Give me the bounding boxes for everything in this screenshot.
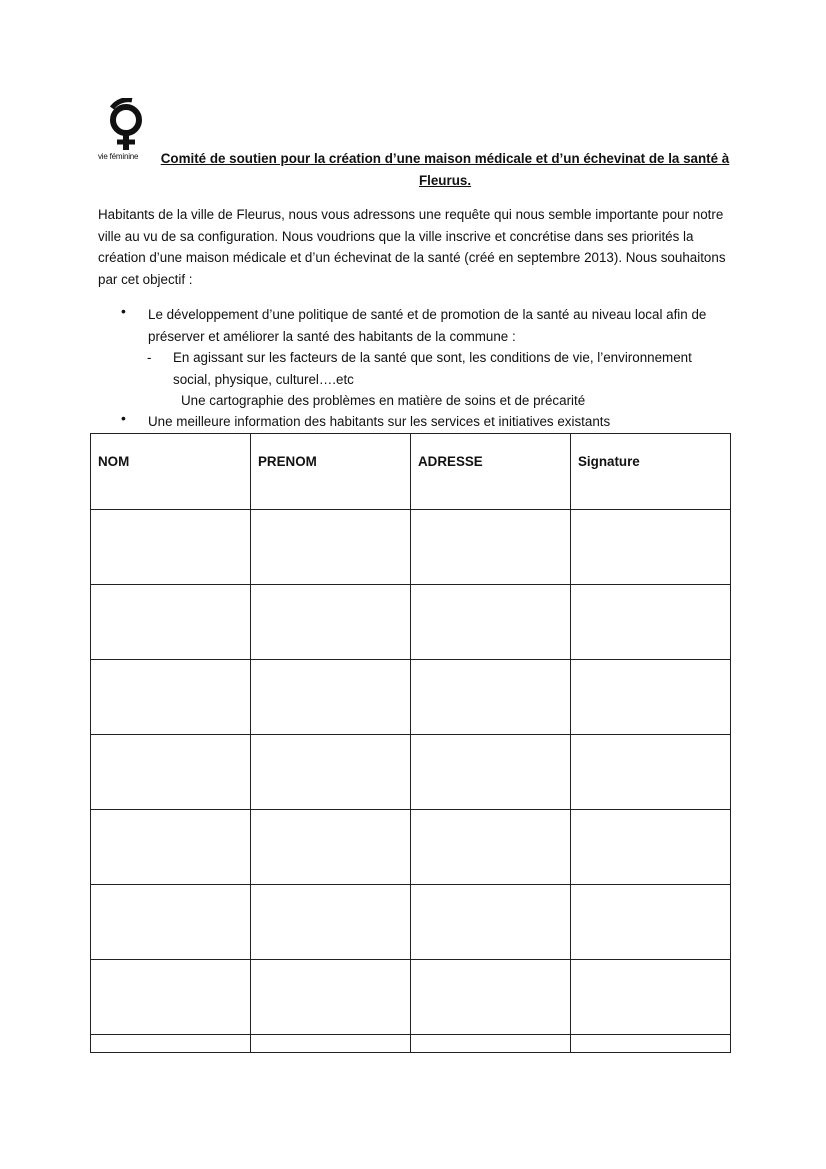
signature-table — [90, 433, 731, 1053]
intro-paragraph: Habitants de la ville de Fleurus, nous vous adressons une requête qui nous semble importante pour notre ville au vu de sa configuration. Nous voudrions que la ville inscrive et concrétise dans ses priorités la création d’une maison médicale et d’un échevinat de la santé (créé en septembre 2013). Nous souhaitons par cet objectif : — [98, 207, 726, 287]
sub-item-2: Une cartographie des problèmes en matière de soins et de précarité — [181, 393, 586, 408]
cell-prenom[interactable] — [251, 960, 411, 1035]
bullet-marker: • — [121, 410, 126, 426]
venus-symbol-icon — [102, 98, 154, 152]
bullet-item-2: Une meilleure information des habitants sur les services et initiatives existants — [148, 414, 611, 429]
cell-signature[interactable] — [571, 585, 731, 660]
cell-adresse[interactable] — [411, 735, 571, 810]
cell-nom[interactable] — [91, 660, 251, 735]
cell-adresse[interactable] — [411, 585, 571, 660]
cell-nom[interactable] — [91, 735, 251, 810]
cell-signature[interactable] — [571, 1035, 731, 1053]
table-row — [91, 885, 731, 960]
header-signature: Signature — [571, 434, 731, 510]
header-adresse: ADRESSE — [411, 434, 571, 510]
logo-text: vie féminine — [98, 152, 139, 161]
cell-nom[interactable] — [91, 1035, 251, 1053]
cell-signature[interactable] — [571, 735, 731, 810]
cell-adresse[interactable] — [411, 810, 571, 885]
title-line-1: Comité de soutien pour la création d’une maison médicale et d’un échevinat de la santé à — [160, 151, 730, 166]
cell-adresse[interactable] — [411, 960, 571, 1035]
bullet-marker: • — [121, 303, 126, 319]
table-row-partial — [91, 1035, 731, 1053]
cell-prenom[interactable] — [251, 585, 411, 660]
table-header-row — [91, 434, 731, 510]
cell-nom[interactable] — [91, 510, 251, 585]
cell-nom[interactable] — [91, 585, 251, 660]
cell-adresse[interactable] — [411, 885, 571, 960]
cell-prenom[interactable] — [251, 810, 411, 885]
cell-prenom[interactable] — [251, 510, 411, 585]
cell-adresse[interactable] — [411, 660, 571, 735]
table-row — [91, 810, 731, 885]
table-row — [91, 510, 731, 585]
cell-prenom[interactable] — [251, 660, 411, 735]
cell-signature[interactable] — [571, 810, 731, 885]
cell-nom[interactable] — [91, 885, 251, 960]
cell-prenom[interactable] — [251, 1035, 411, 1053]
header-nom: NOM — [91, 434, 251, 510]
table-row — [91, 735, 731, 810]
table-row — [91, 660, 731, 735]
cell-prenom[interactable] — [251, 885, 411, 960]
table-row — [91, 960, 731, 1035]
cell-prenom[interactable] — [251, 735, 411, 810]
cell-signature[interactable] — [571, 510, 731, 585]
header-prenom: PRENOM — [251, 434, 411, 510]
sub-item-1: En agissant sur les facteurs de la santé que sont, les conditions de vie, l’environnement social, physique, culturel….etc — [173, 350, 692, 387]
bullet-item-1: Le développement d’une politique de santé et de promotion de la santé au niveau local afin de préserver et améliorer la santé des habitants de la commune : — [148, 307, 707, 344]
cell-signature[interactable] — [571, 885, 731, 960]
cell-signature[interactable] — [571, 960, 731, 1035]
dash-marker: - — [147, 350, 152, 365]
table-row — [91, 585, 731, 660]
vie-feminine-logo — [98, 98, 158, 164]
cell-signature[interactable] — [571, 660, 731, 735]
cell-nom[interactable] — [91, 960, 251, 1035]
title-line-2: Fleurus. — [418, 173, 472, 188]
cell-adresse[interactable] — [411, 1035, 571, 1053]
cell-adresse[interactable] — [411, 510, 571, 585]
document-title — [158, 148, 732, 192]
cell-nom[interactable] — [91, 810, 251, 885]
